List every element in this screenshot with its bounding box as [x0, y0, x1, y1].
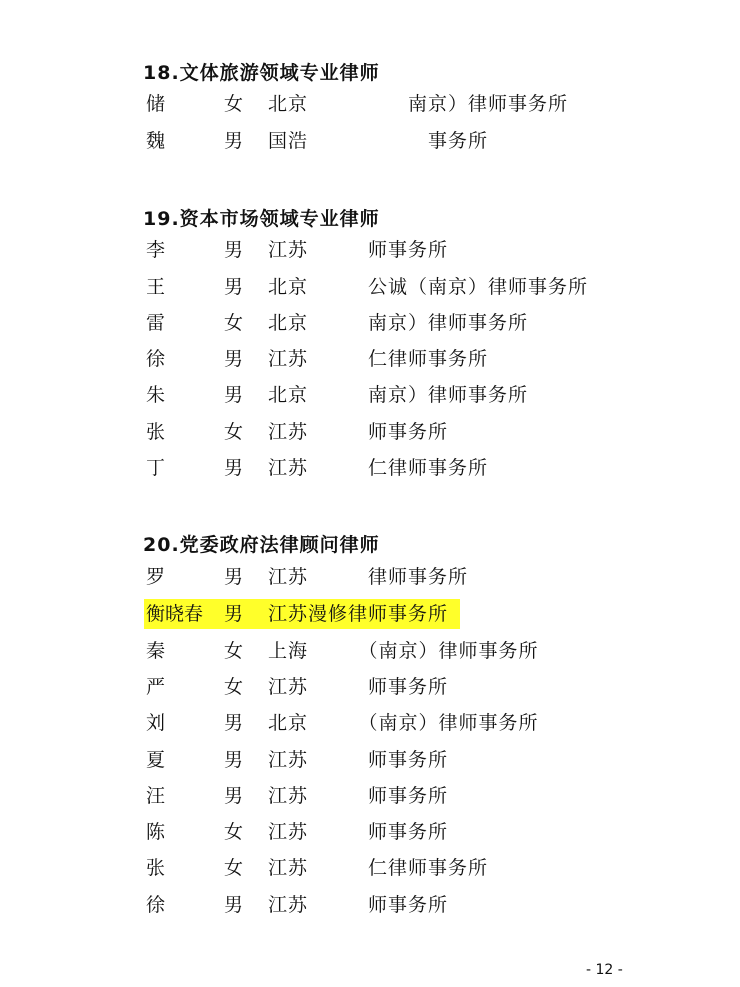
lawyer-gender: 女 [224, 312, 244, 334]
lawyer-row [140, 636, 640, 666]
lawyer-name: 雷 [146, 312, 166, 334]
section-heading: 20.党委政府法律顾问律师 [143, 534, 380, 556]
lawyer-row [140, 272, 640, 302]
lawyer-name: 夏 [146, 749, 166, 771]
lawyer-gender: 女 [224, 640, 244, 662]
lawyer-row [140, 235, 640, 265]
lawyer-name: 丁 [146, 457, 166, 479]
lawyer-row [140, 781, 640, 811]
lawyer-gender: 男 [224, 348, 244, 370]
law-firm: 江苏漫修律师事务所 [268, 603, 449, 625]
lawyer-row [140, 562, 640, 592]
lawyer-name: 刘 [146, 712, 166, 734]
law-firm: 江苏 师事务所 [268, 785, 449, 807]
law-firm: 江苏 仁律师事务所 [268, 348, 489, 370]
lawyer-gender: 女 [224, 857, 244, 879]
lawyer-name: 秦 [146, 640, 166, 662]
lawyer-row [140, 599, 640, 629]
lawyer-name: 朱 [146, 384, 166, 406]
law-firm: 北京 南京）律师事务所 [268, 384, 529, 406]
lawyer-name: 王 [146, 276, 166, 298]
lawyer-name: 汪 [146, 785, 166, 807]
law-firm: 江苏 师事务所 [268, 239, 449, 261]
lawyer-row [140, 817, 640, 847]
law-firm: 江苏 师事务所 [268, 749, 449, 771]
lawyer-gender: 女 [224, 676, 244, 698]
law-firm: 江苏 律师事务所 [268, 566, 469, 588]
lawyer-name: 徐 [146, 348, 166, 370]
lawyer-row [140, 890, 640, 920]
lawyer-gender: 男 [224, 566, 244, 588]
lawyer-row [140, 417, 640, 447]
lawyer-name: 衡晓春 [146, 603, 204, 625]
section-heading: 18.文体旅游领域专业律师 [143, 62, 380, 84]
lawyer-row [140, 89, 640, 119]
law-firm: 北京 公诚（南京）律师事务所 [268, 276, 589, 298]
lawyer-gender: 男 [224, 603, 244, 625]
lawyer-gender: 男 [224, 130, 244, 152]
page-number: - 12 - [586, 962, 623, 978]
lawyer-gender: 男 [224, 457, 244, 479]
lawyer-row [140, 708, 640, 738]
lawyer-row [140, 308, 640, 338]
lawyer-name: 罗 [146, 566, 166, 588]
lawyer-row [140, 126, 640, 156]
lawyer-gender: 男 [224, 712, 244, 734]
lawyer-gender: 男 [224, 749, 244, 771]
law-firm: 江苏 师事务所 [268, 421, 449, 443]
law-firm: 北京 南京）律师事务所 [268, 312, 529, 334]
lawyer-name: 徐 [146, 894, 166, 916]
lawyer-gender: 男 [224, 384, 244, 406]
lawyer-row [140, 344, 640, 374]
lawyer-gender: 男 [224, 276, 244, 298]
lawyer-gender: 男 [224, 239, 244, 261]
lawyer-name: 严 [146, 676, 166, 698]
lawyer-name: 魏 [146, 130, 166, 152]
lawyer-row [140, 672, 640, 702]
lawyer-name: 陈 [146, 821, 166, 843]
lawyer-gender: 女 [224, 93, 244, 115]
lawyer-name: 储 [146, 93, 166, 115]
lawyer-gender: 男 [224, 894, 244, 916]
lawyer-name: 张 [146, 421, 166, 443]
law-firm: 北京 （南京）律师事务所 [268, 712, 539, 734]
lawyer-gender: 女 [224, 421, 244, 443]
law-firm: 江苏 师事务所 [268, 676, 449, 698]
lawyer-name: 李 [146, 239, 166, 261]
lawyer-row [140, 453, 640, 483]
lawyer-name: 张 [146, 857, 166, 879]
law-firm: 江苏 师事务所 [268, 894, 449, 916]
lawyer-gender: 男 [224, 785, 244, 807]
law-firm: 江苏 仁律师事务所 [268, 857, 489, 879]
lawyer-gender: 女 [224, 821, 244, 843]
law-firm: 上海 （南京）律师事务所 [268, 640, 539, 662]
lawyer-row [140, 853, 640, 883]
law-firm: 江苏 仁律师事务所 [268, 457, 489, 479]
law-firm: 北京 南京）律师事务所 [268, 93, 569, 115]
law-firm: 江苏 师事务所 [268, 821, 449, 843]
lawyer-row [140, 380, 640, 410]
lawyer-row [140, 745, 640, 775]
law-firm: 国浩 事务所 [268, 130, 489, 152]
section-heading: 19.资本市场领域专业律师 [143, 208, 380, 230]
